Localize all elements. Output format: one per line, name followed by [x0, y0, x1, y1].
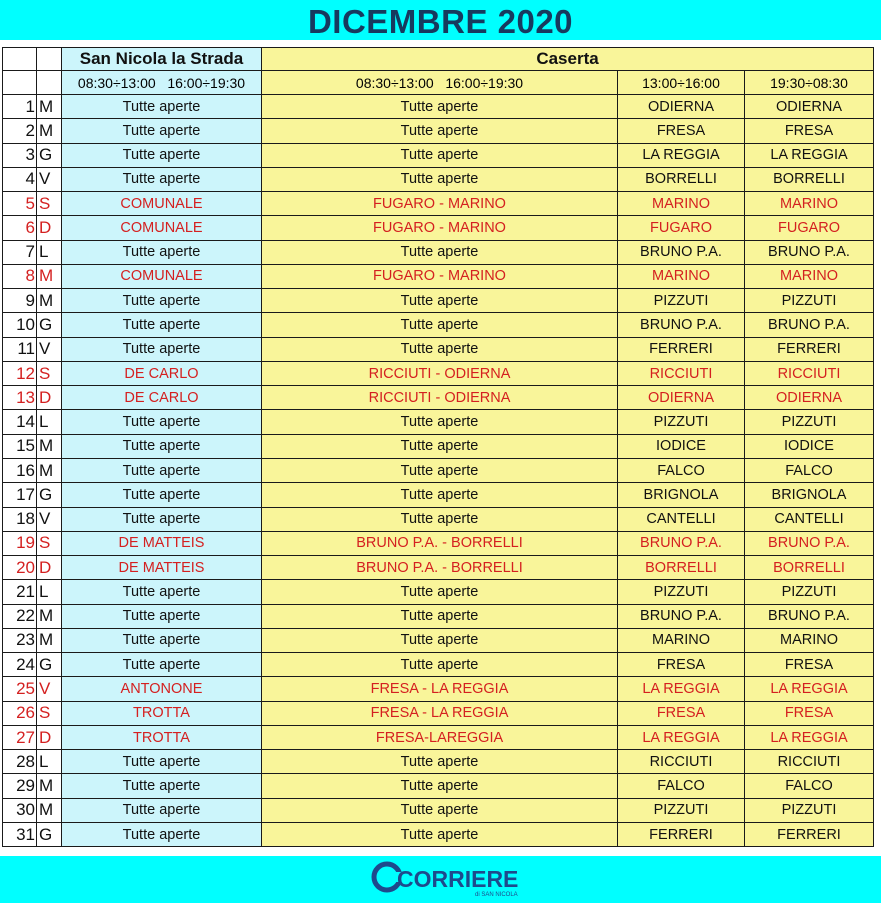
weekday-letter: D	[37, 556, 62, 580]
caserta-midday-pharmacy: CANTELLI	[618, 507, 745, 531]
caserta-midday-pharmacy: ODIERNA	[618, 386, 745, 410]
day-number: 19	[3, 531, 37, 555]
san-nicola-pharmacy: COMUNALE	[62, 264, 262, 288]
caserta-night-pharmacy: ODIERNA	[745, 95, 874, 119]
header-san-nicola: San Nicola la Strada	[62, 48, 262, 71]
caserta-day-pharmacy: BRUNO P.A. - BORRELLI	[262, 556, 618, 580]
day-number: 22	[3, 604, 37, 628]
caserta-midday-pharmacy: LA REGGIA	[618, 677, 745, 701]
caserta-midday-pharmacy: FALCO	[618, 458, 745, 482]
caserta-day-pharmacy: Tutte aperte	[262, 410, 618, 434]
san-nicola-pharmacy: DE CARLO	[62, 361, 262, 385]
day-number: 16	[3, 458, 37, 482]
san-nicola-pharmacy: Tutte aperte	[62, 458, 262, 482]
weekday-letter: M	[37, 604, 62, 628]
header-caserta-midday: 13:00÷16:00	[618, 71, 745, 95]
day-number: 10	[3, 313, 37, 337]
weekday-letter: G	[37, 653, 62, 677]
caserta-midday-pharmacy: MARINO	[618, 264, 745, 288]
san-nicola-pharmacy: DE MATTEIS	[62, 556, 262, 580]
day-number: 23	[3, 628, 37, 652]
san-nicola-pharmacy: Tutte aperte	[62, 750, 262, 774]
caserta-night-pharmacy: MARINO	[745, 264, 874, 288]
weekday-letter: S	[37, 192, 62, 216]
weekday-letter: V	[37, 677, 62, 701]
caserta-midday-pharmacy: LA REGGIA	[618, 725, 745, 749]
caserta-midday-pharmacy: BORRELLI	[618, 167, 745, 191]
table-row	[3, 192, 874, 216]
caserta-midday-pharmacy: FUGARO	[618, 216, 745, 240]
day-number: 17	[3, 483, 37, 507]
header-caserta: Caserta	[262, 48, 874, 71]
day-number: 12	[3, 361, 37, 385]
caserta-night-pharmacy: BRUNO P.A.	[745, 313, 874, 337]
caserta-night-pharmacy: RICCIUTI	[745, 750, 874, 774]
caserta-midday-pharmacy: PIZZUTI	[618, 580, 745, 604]
san-nicola-pharmacy: DE MATTEIS	[62, 531, 262, 555]
caserta-midday-pharmacy: PIZZUTI	[618, 410, 745, 434]
caserta-night-pharmacy: PIZZUTI	[745, 289, 874, 313]
weekday-letter: M	[37, 774, 62, 798]
weekday-letter: G	[37, 143, 62, 167]
weekday-letter: L	[37, 750, 62, 774]
weekday-letter: L	[37, 580, 62, 604]
table-row	[3, 628, 874, 652]
day-number: 30	[3, 798, 37, 822]
day-number: 29	[3, 774, 37, 798]
table-row	[3, 580, 874, 604]
caserta-night-pharmacy: FUGARO	[745, 216, 874, 240]
caserta-night-pharmacy: LA REGGIA	[745, 677, 874, 701]
san-nicola-pharmacy: COMUNALE	[62, 216, 262, 240]
caserta-night-pharmacy: PIZZUTI	[745, 410, 874, 434]
caserta-midday-pharmacy: LA REGGIA	[618, 143, 745, 167]
weekday-letter: L	[37, 410, 62, 434]
schedule-body	[3, 95, 874, 847]
caserta-day-pharmacy: Tutte aperte	[262, 119, 618, 143]
weekday-letter: M	[37, 95, 62, 119]
caserta-day-pharmacy: Tutte aperte	[262, 313, 618, 337]
table-row	[3, 240, 874, 264]
table-row	[3, 604, 874, 628]
table-row	[3, 289, 874, 313]
day-number: 8	[3, 264, 37, 288]
table-row	[3, 410, 874, 434]
caserta-night-pharmacy: LA REGGIA	[745, 725, 874, 749]
day-number: 31	[3, 822, 37, 846]
day-number: 27	[3, 725, 37, 749]
day-number: 28	[3, 750, 37, 774]
san-nicola-pharmacy: Tutte aperte	[62, 313, 262, 337]
caserta-day-pharmacy: Tutte aperte	[262, 167, 618, 191]
weekday-letter: L	[37, 240, 62, 264]
weekday-letter: S	[37, 531, 62, 555]
caserta-day-pharmacy: BRUNO P.A. - BORRELLI	[262, 531, 618, 555]
table-row	[3, 167, 874, 191]
san-nicola-pharmacy: TROTTA	[62, 701, 262, 725]
caserta-day-pharmacy: RICCIUTI - ODIERNA	[262, 361, 618, 385]
caserta-day-pharmacy: RICCIUTI - ODIERNA	[262, 386, 618, 410]
caserta-night-pharmacy: CANTELLI	[745, 507, 874, 531]
caserta-midday-pharmacy: FALCO	[618, 774, 745, 798]
table-row	[3, 313, 874, 337]
caserta-day-pharmacy: Tutte aperte	[262, 434, 618, 458]
table-row	[3, 95, 874, 119]
caserta-day-pharmacy: Tutte aperte	[262, 798, 618, 822]
caserta-day-pharmacy: FUGARO - MARINO	[262, 192, 618, 216]
weekday-letter: M	[37, 264, 62, 288]
caserta-midday-pharmacy: RICCIUTI	[618, 750, 745, 774]
caserta-midday-pharmacy: FERRERI	[618, 822, 745, 846]
weekday-letter: G	[37, 822, 62, 846]
caserta-day-pharmacy: Tutte aperte	[262, 507, 618, 531]
caserta-night-pharmacy: FRESA	[745, 119, 874, 143]
day-number: 3	[3, 143, 37, 167]
caserta-midday-pharmacy: FERRERI	[618, 337, 745, 361]
table-row	[3, 531, 874, 555]
san-nicola-pharmacy: Tutte aperte	[62, 337, 262, 361]
caserta-night-pharmacy: FRESA	[745, 701, 874, 725]
caserta-night-pharmacy: FRESA	[745, 653, 874, 677]
caserta-day-pharmacy: FRESA-LAREGGIA	[262, 725, 618, 749]
caserta-night-pharmacy: BRUNO P.A.	[745, 240, 874, 264]
caserta-midday-pharmacy: BRUNO P.A.	[618, 604, 745, 628]
day-number: 5	[3, 192, 37, 216]
caserta-night-pharmacy: FERRERI	[745, 337, 874, 361]
caserta-night-pharmacy: FERRERI	[745, 822, 874, 846]
caserta-midday-pharmacy: MARINO	[618, 628, 745, 652]
weekday-letter: V	[37, 507, 62, 531]
corriere-logo	[371, 858, 518, 898]
day-number: 18	[3, 507, 37, 531]
caserta-night-pharmacy: MARINO	[745, 192, 874, 216]
caserta-day-pharmacy: Tutte aperte	[262, 628, 618, 652]
weekday-letter: S	[37, 701, 62, 725]
san-nicola-pharmacy: Tutte aperte	[62, 507, 262, 531]
san-nicola-pharmacy: Tutte aperte	[62, 580, 262, 604]
caserta-day-pharmacy: FUGARO - MARINO	[262, 216, 618, 240]
pharmacy-schedule-table	[2, 47, 874, 847]
corriere-logo-icon	[371, 858, 518, 898]
san-nicola-pharmacy: Tutte aperte	[62, 167, 262, 191]
caserta-day-pharmacy: Tutte aperte	[262, 240, 618, 264]
caserta-midday-pharmacy: IODICE	[618, 434, 745, 458]
schedule-sheet	[0, 40, 881, 856]
header-caserta-night: 19:30÷08:30	[745, 71, 874, 95]
caserta-night-pharmacy: BORRELLI	[745, 167, 874, 191]
caserta-day-pharmacy: Tutte aperte	[262, 458, 618, 482]
day-number: 4	[3, 167, 37, 191]
san-nicola-pharmacy: Tutte aperte	[62, 410, 262, 434]
day-number: 1	[3, 95, 37, 119]
caserta-night-pharmacy: FALCO	[745, 774, 874, 798]
caserta-day-pharmacy: Tutte aperte	[262, 653, 618, 677]
weekday-letter: D	[37, 386, 62, 410]
day-number: 25	[3, 677, 37, 701]
san-nicola-pharmacy: Tutte aperte	[62, 143, 262, 167]
table-row	[3, 337, 874, 361]
caserta-midday-pharmacy: FRESA	[618, 701, 745, 725]
caserta-day-pharmacy: FRESA - LA REGGIA	[262, 701, 618, 725]
caserta-day-pharmacy: Tutte aperte	[262, 580, 618, 604]
footer	[0, 856, 881, 900]
day-number: 2	[3, 119, 37, 143]
table-row	[3, 386, 874, 410]
header-row-2	[3, 71, 874, 95]
subheader-blank-day	[3, 71, 37, 95]
header-blank-day	[3, 48, 37, 71]
caserta-day-pharmacy: FRESA - LA REGGIA	[262, 677, 618, 701]
caserta-midday-pharmacy: BRUNO P.A.	[618, 531, 745, 555]
day-number: 13	[3, 386, 37, 410]
table-row	[3, 458, 874, 482]
table-row	[3, 264, 874, 288]
day-number: 14	[3, 410, 37, 434]
caserta-day-pharmacy: Tutte aperte	[262, 95, 618, 119]
table-row	[3, 677, 874, 701]
table-row	[3, 774, 874, 798]
table-row	[3, 483, 874, 507]
san-nicola-pharmacy: Tutte aperte	[62, 119, 262, 143]
header-caserta-hours: 08:30÷13:00 16:00÷19:30	[262, 71, 618, 95]
day-number: 7	[3, 240, 37, 264]
caserta-midday-pharmacy: BRUNO P.A.	[618, 240, 745, 264]
weekday-letter: M	[37, 434, 62, 458]
weekday-letter: G	[37, 313, 62, 337]
caserta-night-pharmacy: RICCIUTI	[745, 361, 874, 385]
logo-text: CORRIERE	[396, 866, 518, 892]
table-row	[3, 701, 874, 725]
weekday-letter: V	[37, 337, 62, 361]
table-row	[3, 119, 874, 143]
san-nicola-pharmacy: COMUNALE	[62, 192, 262, 216]
header-san-nicola-hours: 08:30÷13:00 16:00÷19:30	[62, 71, 262, 95]
table-row	[3, 216, 874, 240]
caserta-day-pharmacy: FUGARO - MARINO	[262, 264, 618, 288]
caserta-day-pharmacy: Tutte aperte	[262, 143, 618, 167]
san-nicola-pharmacy: Tutte aperte	[62, 774, 262, 798]
caserta-night-pharmacy: IODICE	[745, 434, 874, 458]
subheader-blank-weekday	[37, 71, 62, 95]
caserta-night-pharmacy: MARINO	[745, 628, 874, 652]
caserta-night-pharmacy: PIZZUTI	[745, 580, 874, 604]
san-nicola-pharmacy: Tutte aperte	[62, 483, 262, 507]
caserta-day-pharmacy: Tutte aperte	[262, 774, 618, 798]
table-row	[3, 822, 874, 846]
day-number: 26	[3, 701, 37, 725]
table-row	[3, 750, 874, 774]
san-nicola-pharmacy: Tutte aperte	[62, 240, 262, 264]
table-row	[3, 507, 874, 531]
san-nicola-pharmacy: Tutte aperte	[62, 798, 262, 822]
weekday-letter: M	[37, 628, 62, 652]
caserta-midday-pharmacy: FRESA	[618, 119, 745, 143]
caserta-night-pharmacy: ODIERNA	[745, 386, 874, 410]
day-number: 21	[3, 580, 37, 604]
caserta-midday-pharmacy: PIZZUTI	[618, 289, 745, 313]
caserta-night-pharmacy: BRIGNOLA	[745, 483, 874, 507]
day-number: 6	[3, 216, 37, 240]
table-row	[3, 653, 874, 677]
caserta-night-pharmacy: BRUNO P.A.	[745, 531, 874, 555]
table-row	[3, 143, 874, 167]
san-nicola-pharmacy: DE CARLO	[62, 386, 262, 410]
weekday-letter: M	[37, 289, 62, 313]
san-nicola-pharmacy: Tutte aperte	[62, 822, 262, 846]
caserta-midday-pharmacy: PIZZUTI	[618, 798, 745, 822]
caserta-midday-pharmacy: BRUNO P.A.	[618, 313, 745, 337]
caserta-day-pharmacy: Tutte aperte	[262, 289, 618, 313]
caserta-midday-pharmacy: MARINO	[618, 192, 745, 216]
san-nicola-pharmacy: Tutte aperte	[62, 653, 262, 677]
day-number: 20	[3, 556, 37, 580]
caserta-midday-pharmacy: BORRELLI	[618, 556, 745, 580]
caserta-day-pharmacy: Tutte aperte	[262, 483, 618, 507]
san-nicola-pharmacy: Tutte aperte	[62, 434, 262, 458]
table-row	[3, 434, 874, 458]
logo-subtext: di SAN NICOLA	[474, 892, 518, 898]
weekday-letter: M	[37, 798, 62, 822]
san-nicola-pharmacy: TROTTA	[62, 725, 262, 749]
san-nicola-pharmacy: ANTONONE	[62, 677, 262, 701]
caserta-midday-pharmacy: BRIGNOLA	[618, 483, 745, 507]
san-nicola-pharmacy: Tutte aperte	[62, 604, 262, 628]
header-blank-weekday	[37, 48, 62, 71]
table-row	[3, 725, 874, 749]
table-row	[3, 798, 874, 822]
san-nicola-pharmacy: Tutte aperte	[62, 289, 262, 313]
day-number: 15	[3, 434, 37, 458]
weekday-letter: V	[37, 167, 62, 191]
san-nicola-pharmacy: Tutte aperte	[62, 95, 262, 119]
caserta-day-pharmacy: Tutte aperte	[262, 822, 618, 846]
header-row-1	[3, 48, 874, 71]
day-number: 9	[3, 289, 37, 313]
table-row	[3, 556, 874, 580]
weekday-letter: M	[37, 119, 62, 143]
caserta-day-pharmacy: Tutte aperte	[262, 337, 618, 361]
san-nicola-pharmacy: Tutte aperte	[62, 628, 262, 652]
caserta-night-pharmacy: PIZZUTI	[745, 798, 874, 822]
day-number: 24	[3, 653, 37, 677]
table-row	[3, 361, 874, 385]
weekday-letter: S	[37, 361, 62, 385]
page-title: DICEMBRE 2020	[307, 3, 574, 40]
weekday-letter: D	[37, 216, 62, 240]
caserta-midday-pharmacy: FRESA	[618, 653, 745, 677]
caserta-day-pharmacy: Tutte aperte	[262, 604, 618, 628]
caserta-day-pharmacy: Tutte aperte	[262, 750, 618, 774]
caserta-night-pharmacy: BRUNO P.A.	[745, 604, 874, 628]
weekday-letter: G	[37, 483, 62, 507]
day-number: 11	[3, 337, 37, 361]
weekday-letter: M	[37, 458, 62, 482]
caserta-midday-pharmacy: RICCIUTI	[618, 361, 745, 385]
caserta-midday-pharmacy: ODIERNA	[618, 95, 745, 119]
caserta-night-pharmacy: LA REGGIA	[745, 143, 874, 167]
caserta-night-pharmacy: BORRELLI	[745, 556, 874, 580]
caserta-night-pharmacy: FALCO	[745, 458, 874, 482]
weekday-letter: D	[37, 725, 62, 749]
